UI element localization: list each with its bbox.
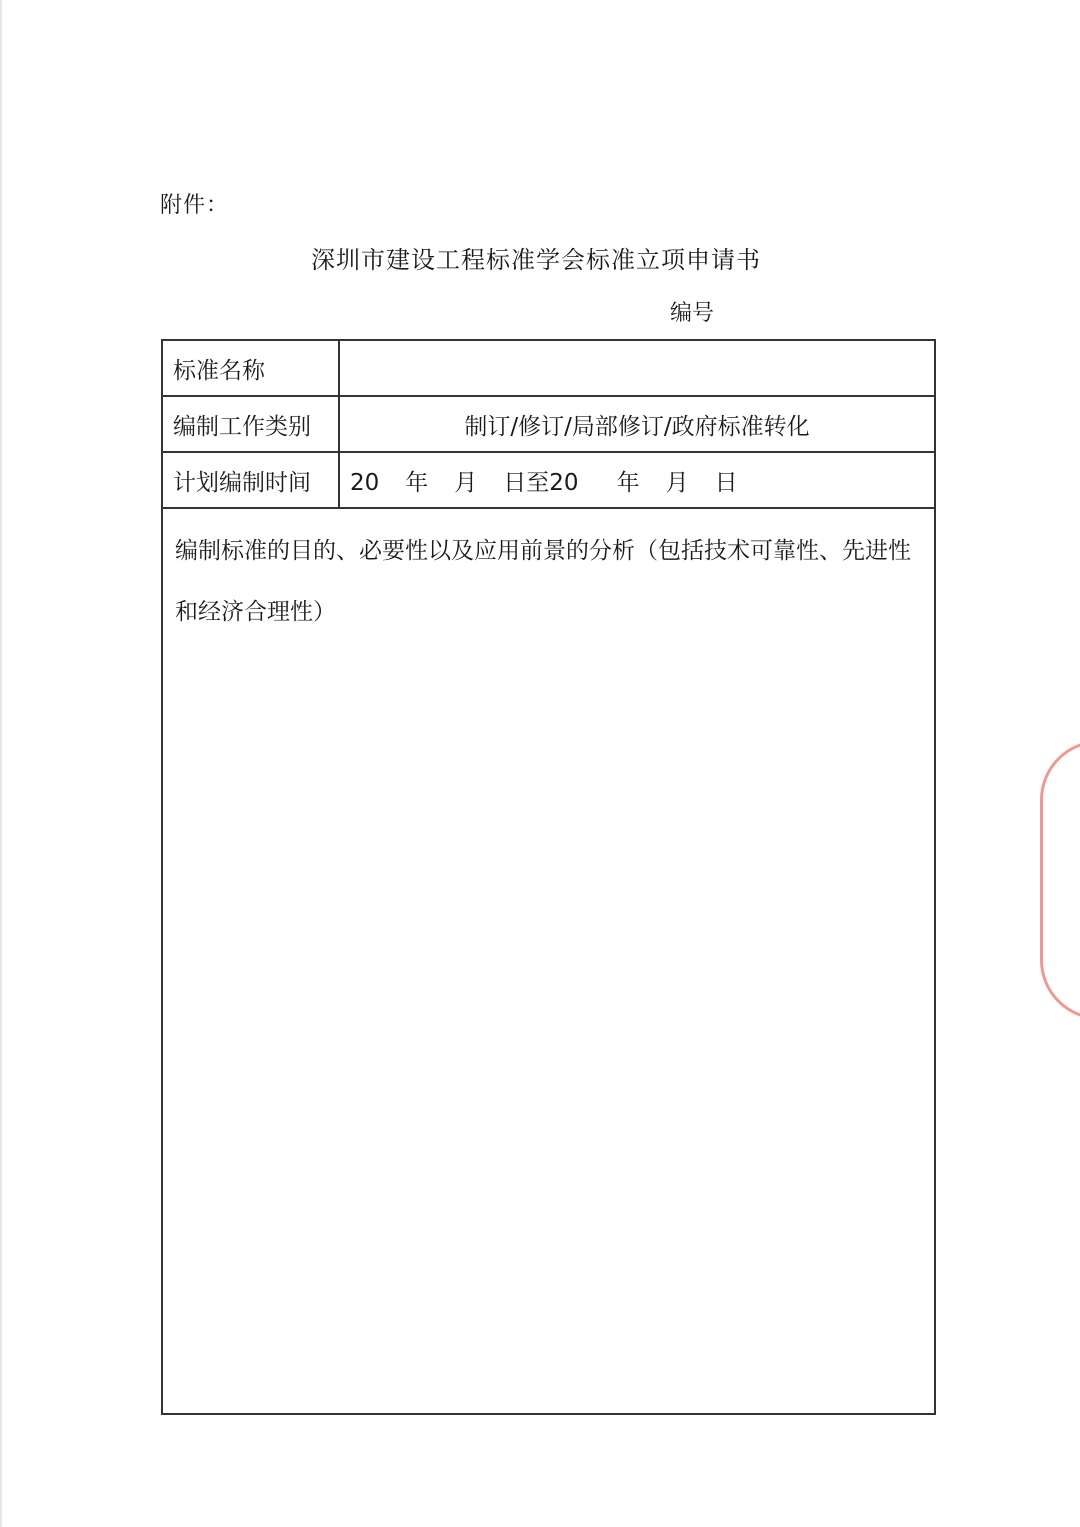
work-type-row [162,396,935,452]
serial-number-label: 编号 [670,301,715,326]
start-day-to: 日至 [503,469,550,496]
end-day-unit: 日 [714,469,738,496]
planned-time-label: 计划编制时间 [162,452,339,508]
start-year-prefix: 20 [350,469,380,496]
work-type-label: 编制工作类别 [162,396,339,452]
end-year-unit: 年 [616,469,640,496]
attachment-label: 附件： [160,193,230,218]
analysis-row [162,508,935,1414]
start-month-unit: 月 [454,469,478,496]
standard-name-label: 标准名称 [162,340,339,396]
document-title-text: 深圳市建设工程标准学会标准立项申请书 [311,246,761,274]
standard-name-row [162,340,935,396]
standard-name-field[interactable] [339,340,935,396]
start-year-unit: 年 [405,469,429,496]
end-month-unit: 月 [665,469,689,496]
red-seal-stamp [1040,740,1080,1020]
planned-time-row [162,452,935,508]
application-form-table [161,339,936,1415]
work-type-options[interactable]: 制订/修订/局部修订/政府标准转化 [339,396,935,452]
analysis-cell[interactable] [162,508,935,1414]
analysis-label: 编制标准的目的、必要性以及应用前景的分析（包括技术可靠性、先进性和经济合理性） [175,538,911,625]
document-title [0,240,1080,275]
planned-time-field[interactable] [339,452,935,508]
end-year-prefix: 20 [549,469,579,496]
